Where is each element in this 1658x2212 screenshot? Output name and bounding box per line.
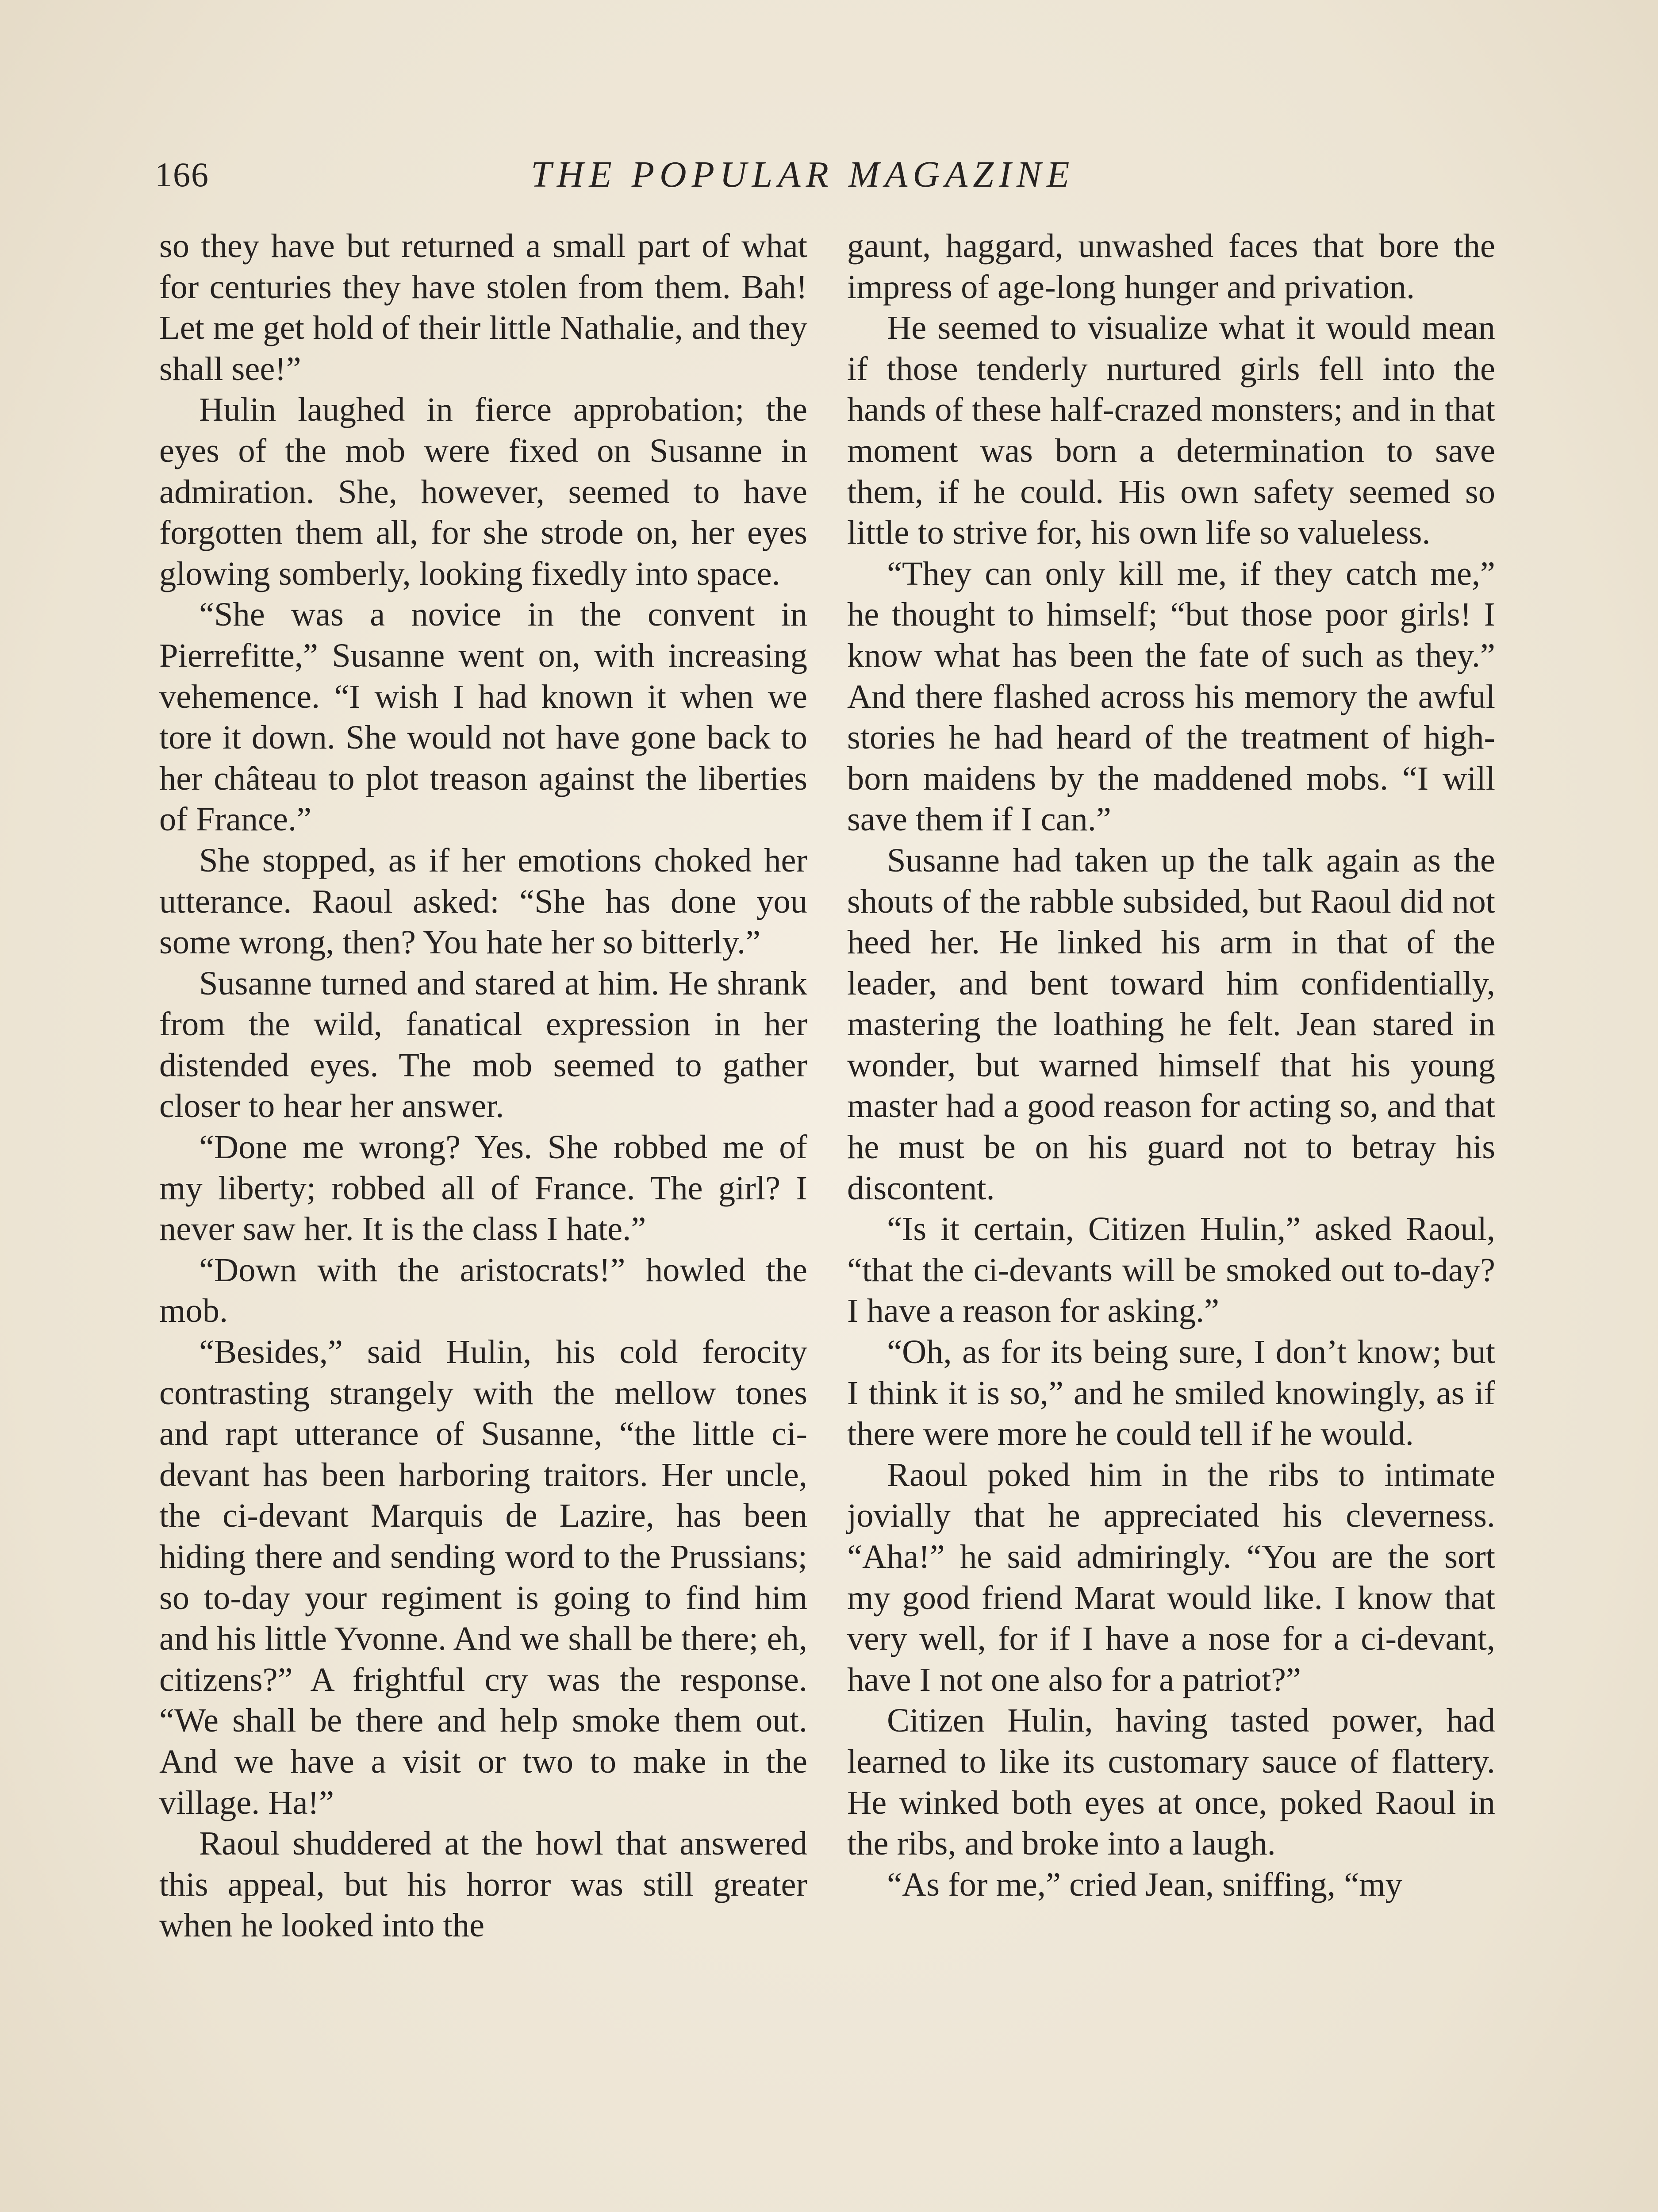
right-text-column [847, 226, 1495, 1905]
left-text-column [159, 226, 807, 1946]
paragraph: “They can only kill me, if they catch me,” he thought to himself; “but those poor girls! I know what has been the fate of such as they.” And there flashed across his memory the awful stories he had heard of the treatment of high-born maidens by the maddened mobs. “I will save them if I can.” [847, 554, 1495, 838]
paragraph: “Oh, as for its being sure, I don’t know; but I think it is so,” and he smiled knowingly, as if there were more he could tell if he would. [847, 1333, 1495, 1453]
paragraph: “Done me wrong? Yes. She robbed me of my liberty; robbed all of France. The girl? I never saw her. It is the class I hate.” [159, 1128, 807, 1248]
paragraph: Susanne turned and stared at him. He shrank from the wild, fanatical expression in her distended eyes. The mob seemed to gather closer to hear her answer. [159, 964, 807, 1125]
paragraph: Susanne had taken up the talk again as the shouts of the rabble subsided, but Raoul did not heed her. He linked his arm in that of the leader, and bent toward him confidentially, mastering the loathing he felt. Jean stared in wonder, but warned himself that his young master had a good reason for acting so, and that he must be on his guard not to betray his discontent. [847, 841, 1495, 1207]
paragraph: “As for me,” cried Jean, sniffing, “my [887, 1865, 1402, 1903]
paragraph: She stopped, as if her emotions choked her utterance. Raoul asked: “She has done you some wrong, then? You hate her so bitterly.” [159, 841, 807, 961]
page-header [155, 150, 1495, 199]
paragraph: “Down with the aristocrats!” howled the mob. [159, 1251, 807, 1330]
running-title: THE POPULAR MAGAZINE [531, 154, 1075, 195]
paragraph: Hulin laughed in fierce approbation; the eyes of the mob were fixed on Susanne in admiration. She, however, seemed to have forgotten them all, for she strode on, her eyes glowing somberly, looking fixedly into space. [159, 391, 807, 592]
paragraph: “Besides,” said Hulin, his cold ferocity contrasting strangely with the mellow tones and rapt utterance of Susanne, “the little ci-devant has been harboring traitors. Her uncle, the ci-devant Marquis de Lazire, has been hiding there and sending word to the Prussians; so to-day your regiment is going to find him and his little Yvonne. And we shall be there; eh, citizens?” A frightful cry was the response. “We shall be there and help smoke them out. And we have a visit or two to make in the village. Ha!” [159, 1333, 807, 1821]
paragraph: “Is it certain, Citizen Hulin,” asked Raoul, “that the ci-devants will be smoked out to-day? I have a reason for asking.” [847, 1210, 1495, 1330]
paragraph: so they have but returned a small part of what for centuries they have stolen from them. Bah! Let me get hold of their little Nathalie, and they shall see!” [159, 227, 807, 388]
paragraph: Raoul poked him in the ribs to intimate jovially that he appreciated his cleverness. “Aha!” he said admiringly. “You are the sort my good friend Marat would like. I know that very well, for if I have a nose for a ci-devant, have I not one also for a patriot?” [847, 1455, 1495, 1698]
paragraph: “She was a novice in the convent in Pierrefitte,” Susanne went on, with increasing vehemence. “I wish I had known it when we tore it down. She would not have gone back to her château to plot treason against the liberties of France.” [159, 595, 807, 838]
paragraph: gaunt, haggard, unwashed faces that bore the impress of age-long hunger and privation. [847, 227, 1495, 306]
paragraph: Citizen Hulin, having tasted power, had learned to like its customary sauce of flattery. He winked both eyes at once, poked Raoul in the ribs, and broke into a laugh. [847, 1701, 1495, 1863]
page-number: 166 [155, 155, 209, 194]
paragraph: Raoul shuddered at the howl that answered this appeal, but his horror was still greater when he looked into the [159, 1824, 807, 1944]
paragraph: He seemed to visualize what it would mean if those tenderly nurtured girls fell into the hands of these half-crazed monsters; and in that moment was born a determination to save them, if he could. His own safety seemed so little to strive for, his own life so valueless. [847, 309, 1495, 552]
